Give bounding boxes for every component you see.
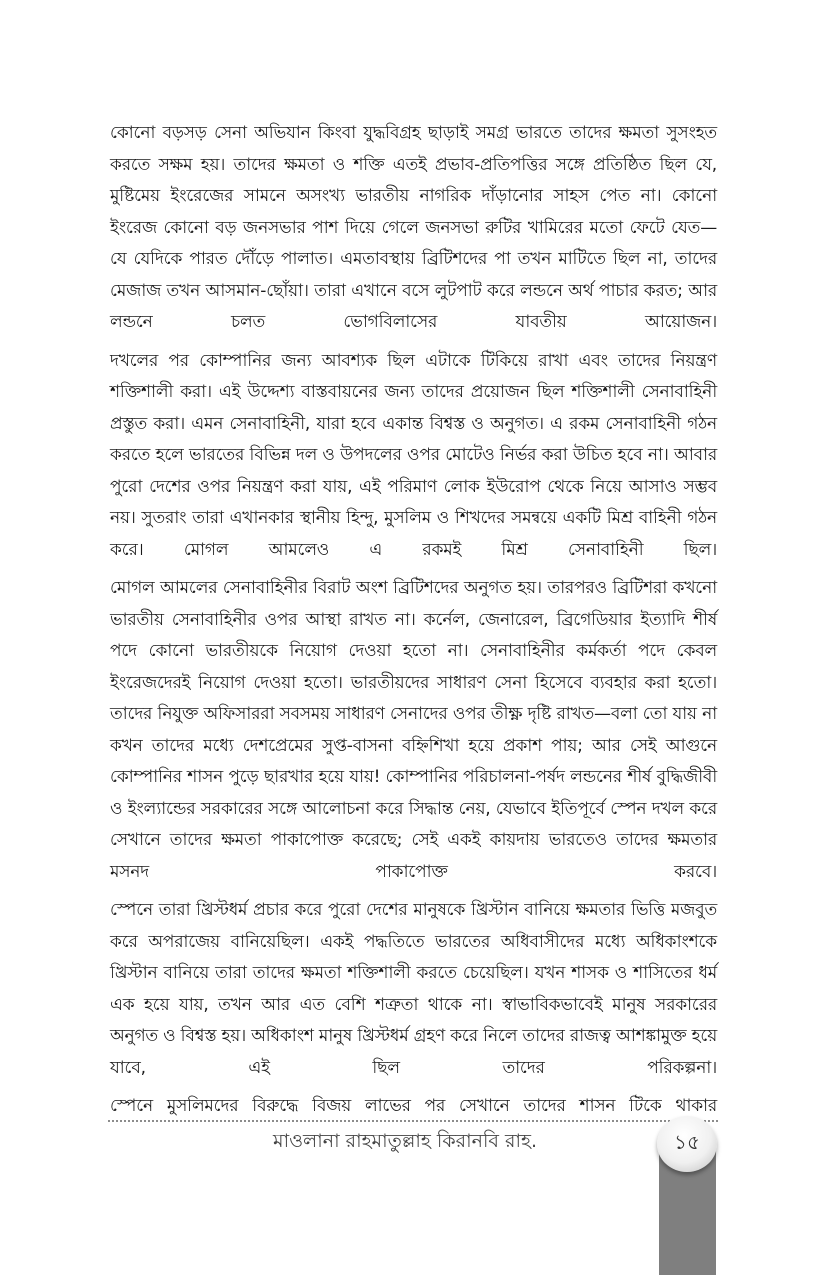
paragraph-5: স্পেনে মুসলিমদের বিরুদ্ধে বিজয় লাভের পর সেখানে তাদের শাসন টিকে থাকার — [110, 1096, 717, 1116]
paragraph-3: মোগল আমলের সেনাবাহিনীর বিরাট অংশ ব্রিটিশদের অনুগত হয়। তারপরও ব্রিটিশরা কখনো ভারতীয় সেনাবাহিনীর ওপর আস্থা রাখত না। কর্নেল, জেনারেল, ব্রিগেডিয়ার ইত্যাদি শীর্ষ পদে কোনো ভারতীয়কে নিয়োগ দেওয়া হতো না। সেনাবাহিনীর কর্মকর্তা পদে কেবল ইংরেজদেরই নিয়োগ দেওয়া হতো। ভারতীয়দের সাধারণ সেনা হিসেবে ব্যবহার করা হতো। তাদের নিযুক্ত অফিসাররা সবসময় সাধারণ সেনাদের ওপর তীক্ষ্ণ দৃষ্টি রাখত—বলা তো যায় না কখন তাদের মধ্যে দেশপ্রেমের সুপ্ত-বাসনা বহ্নিশিখা হয়ে প্রকাশ পায়; আর সেই আগুনে কোম্পানির শাসন পুড়ে ছারখার হয়ে যায়! কোম্পানির পরিচালনা-পর্ষদ লন্ডনের শীর্ষ বুদ্ধিজীবী ও ইংল্যান্ডের সরকারের সঙ্গে আলোচনা করে সিদ্ধান্ত নেয়, যেভাবে ইতিপূর্বে স্পেন দখল করে সেখানে তাদের ক্ষমতা পাকাপোক্ত করেছে; সেই একই কায়দায় ভারতেও তাদের ক্ষমতার মসনদ পাকাপোক্ত করবে। — [110, 578, 717, 882]
paragraph-1: কোনো বড়সড় সেনা অভিযান কিংবা যুদ্ধবিগ্রহ ছাড়াই সমগ্র ভারতে তাদের ক্ষমতা সুসংহত করতে সক্ষম হয়। তাদের ক্ষমতা ও শক্তি এতই প্রভাব-প্রতিপত্তির সঙ্গে প্রতিষ্ঠিত ছিল যে, মুষ্টিমেয় ইংরেজের সামনে অসংখ্য ভারতীয় নাগরিক দাঁড়ানোর সাহস পেত না। কোনো ইংরেজ কোনো বড় জনসভার পাশ দিয়ে গেলে জনসভা রুটির খামিরের মতো ফেটে যেত—যে যেদিকে পারত দৌঁড়ে পালাত। এমতাবস্থায় ব্রিটিশদের পা তখন মাটিতে ছিল না, তাদের মেজাজ তখন আসমান-ছোঁয়া। তারা এখানে বসে লুটপাট করে লন্ডনে অর্থ পাচার করত; আর লন্ডনে চলত ভোগবিলাসের যাবতীয় আয়োজন। — [110, 123, 717, 332]
paragraph-4: স্পেনে তারা খ্রিস্টধর্ম প্রচার করে পুরো দেশের মানুষকে খ্রিস্টান বানিয়ে ক্ষমতার ভিত্তি মজবুত করে অপরাজেয় বানিয়েছিল। একই পদ্ধতিতে ভারতের অধিবাসীদের মধ্যে অধিকাংশকে খ্রিস্টান বানিয়ে তারা তাদের ক্ষমতা শক্তিশালী করতে চেয়েছিল। যখন শাসক ও শাসিতের ধর্ম এক হয়ে যায়, তখন আর এত বেশি শত্রুতা থাকে না। স্বাভাবিকভাবেই মানুষ সরকারের অনুগত ও বিশ্বস্ত হয়। অধিকাংশ মানুষ খ্রিস্টধর্ম গ্রহণ করে নিলে তাদের রাজত্ব আশঙ্কামুক্ত হয়ে যাবে, এই ছিল তাদের পরিকল্পনা। — [110, 900, 718, 1078]
page-body — [110, 118, 717, 1130]
running-footer-title: মাওলানা রাহমাতুল্লাহ কিরানবি রাহ. — [273, 1130, 537, 1152]
footer-divider — [108, 1120, 718, 1122]
paragraph-2: দখলের পর কোম্পানির জন্য আবশ্যক ছিল এটাকে টিকিয়ে রাখা এবং তাদের নিয়ন্ত্রণ শক্তিশালী করা। এই উদ্দেশ্য বাস্তবায়নের জন্য তাদের প্রয়োজন ছিল শক্তিশালী সেনাবাহিনী প্রস্তুত করা। এমন সেনাবাহিনী, যারা হবে একান্ত বিশ্বস্ত ও অনুগত। এ রকম সেনাবাহিনী গঠন করতে হলে ভারতের বিভিন্ন দল ও উপদলের ওপর মোটেও নির্ভর করা উচিত হবে না। আবার পুরো দেশের ওপর নিয়ন্ত্রণ করা যায়, এই পরিমাণ লোক ইউরোপ থেকে নিয়ে আসাও সম্ভব নয়। সুতরাং তারা এখানকার স্থানীয় হিন্দু, মুসলিম ও শিখদের সমন্বয়ে একটি মিশ্র বাহিনী গঠন করে। মোগল আমলেও এ রকমই মিশ্র সেনাবাহিনী ছিল। — [110, 350, 717, 560]
page-number: ১৫ — [674, 1129, 700, 1154]
page-number-badge — [657, 1116, 717, 1172]
